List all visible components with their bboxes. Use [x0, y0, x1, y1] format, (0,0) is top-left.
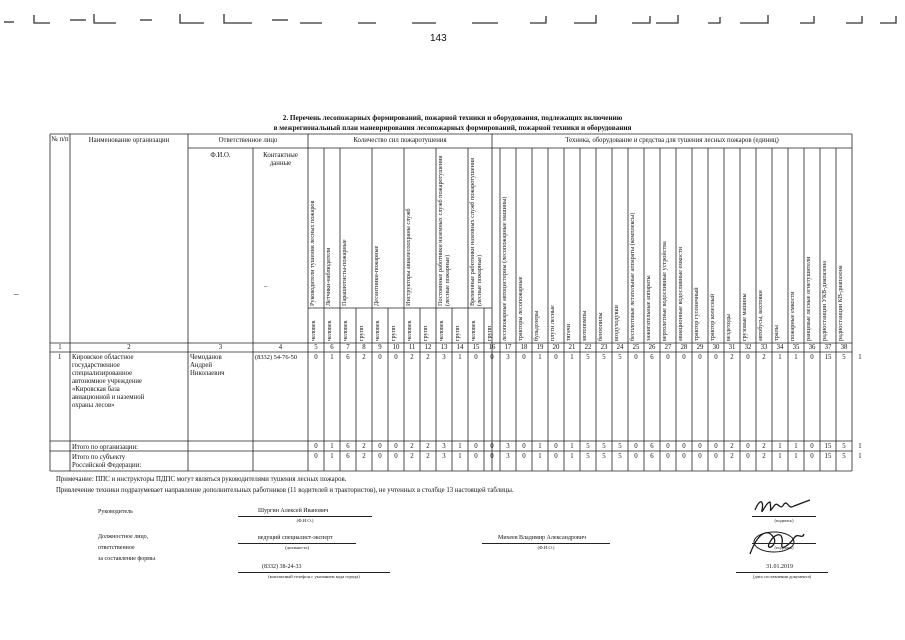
date-value: 31.01.2019	[766, 564, 793, 570]
value-row-3-col-9: 0	[378, 453, 382, 460]
row0-org-line-6: авиационной и наземной	[72, 394, 145, 401]
value-row-2-col-19: 1	[538, 443, 542, 450]
row0-org-line-3: специализированное	[72, 370, 133, 377]
column-number-17: 17	[504, 344, 512, 351]
unit-label-13: человек	[437, 320, 445, 341]
value-row-1-col-11: 2	[410, 354, 414, 361]
responsible-signature-caption: (подпись)	[774, 545, 794, 550]
value-row-2-col-9: 0	[378, 443, 382, 450]
equipment-heading-33: автобусы, вахтовки	[757, 290, 764, 341]
column-number-30: 30	[712, 344, 720, 351]
value-row-1-col-9: 0	[378, 354, 382, 361]
value-row-3-col-28: 0	[682, 453, 686, 460]
responsible-name-line	[482, 543, 610, 544]
value-row-1-col-27: 0	[666, 354, 670, 361]
row1-org-line-1: Итого по организации:	[72, 444, 139, 451]
column-number-27: 27	[664, 344, 672, 351]
equipment-heading-21: тягачи	[565, 324, 572, 341]
value-row-2-col-17: 3	[506, 443, 510, 450]
responsible-label-1: Должностное лицо,	[98, 534, 149, 540]
column-number-29: 29	[696, 344, 704, 351]
value-row-1-col-15: 0	[474, 354, 478, 361]
equipment-heading-22: мотопомпы	[581, 310, 588, 341]
responsible-fio-caption: (Ф.И.О.)	[537, 545, 555, 550]
unit-label-16: групп	[485, 325, 493, 341]
value-row-1-col-13: 3	[442, 354, 446, 361]
header-forces: Количество сил пожаротушения	[353, 137, 447, 144]
equipment-heading-35: пожарные емкости	[789, 291, 796, 341]
value-row-1-col-37: 15	[824, 354, 832, 361]
column-number-9: 9	[378, 344, 382, 351]
value-row-3-col-37: 15	[824, 453, 832, 460]
row2-org-line-1: Итого по субъекту	[72, 454, 126, 461]
value-row-3-col-5: 0	[314, 453, 318, 460]
header-responsible: Ответственное лицо	[218, 137, 278, 144]
value-row-3-col-25: 0	[634, 453, 638, 460]
value-row-1-col-8: 2	[362, 354, 366, 361]
force-heading-2: Летчики-наблюдатели	[325, 247, 332, 306]
unit-label-12: групп	[421, 325, 429, 341]
column-number-16: 16	[488, 344, 496, 351]
row-1-contacts: (8332) 54-76-50	[255, 354, 298, 361]
equipment-heading-28: авиационные водосливные емкости	[677, 247, 684, 341]
value-row-3-col-11: 2	[410, 453, 414, 460]
unit-label-6: человек	[325, 320, 333, 341]
equipment-heading-37: радиостанции УКВ-диапазона	[821, 260, 828, 341]
document-title-line-1: 2. Перечень лесопожарных формирований, пожарной техники и оборудования, подлежащих включению	[282, 114, 623, 122]
equipment-heading-36: ранцевые лесные огнетушители	[805, 256, 812, 341]
head-label: Руководитель	[98, 509, 133, 515]
value-row-3-col-17: 3	[506, 453, 510, 460]
force-heading-7: Временные работники наземных служб пожаротушения (лесные пожарные)	[469, 158, 483, 306]
value-row-3-col-33: 2	[762, 453, 766, 460]
responsible-name: Михеев Владимир Александрович	[498, 535, 586, 541]
column-number-36: 36	[808, 344, 816, 351]
value-row-2-col-23: 5	[602, 443, 606, 450]
row0-fio-line-3: Николаевич	[190, 370, 225, 377]
value-row-2-col-31: 2	[730, 443, 734, 450]
value-row-2-col-25: 0	[634, 443, 638, 450]
date-line	[736, 572, 828, 573]
equipment-heading-26: зажигательные аппараты	[645, 275, 652, 341]
value-row-2-col-10: 0	[394, 443, 398, 450]
value-row-3-col-39: 1	[858, 453, 862, 460]
row0-fio-line-1: Чемоданов	[190, 354, 222, 361]
row-1-organization	[72, 354, 144, 410]
value-row-3-col-13: 3	[442, 453, 446, 460]
row-region-total-label	[72, 454, 141, 470]
equipment-heading-27: вертолетные водосливные устройства	[661, 241, 668, 341]
value-row-1-col-36: 0	[810, 354, 814, 361]
signature-mark-2	[744, 524, 810, 560]
value-row-1-col-12: 2	[426, 354, 430, 361]
column-number-38: 38	[840, 344, 848, 351]
value-row-1-col-19: 1	[538, 354, 542, 361]
value-row-2-col-38: 5	[842, 443, 846, 450]
header-organization: Наименование организации	[88, 137, 170, 144]
value-row-1-col-14: 1	[458, 354, 462, 361]
column-number-23: 23	[600, 344, 608, 351]
header-contacts-mark: –	[264, 283, 268, 290]
unit-label-14: групп	[453, 325, 461, 341]
row0-org-line-4: автономное учреждение	[72, 378, 143, 385]
value-row-3-col-7: 6	[346, 453, 350, 460]
value-row-3-col-27: 0	[666, 453, 670, 460]
equipment-heading-29: трактор гусеничный	[693, 287, 700, 341]
value-row-2-col-36: 0	[810, 443, 814, 450]
value-row-2-col-16: 0	[490, 443, 494, 450]
value-row-2-col-34: 1	[778, 443, 782, 450]
column-number-31: 31	[728, 344, 736, 351]
column-number-28: 28	[680, 344, 688, 351]
column-number-37: 37	[824, 344, 832, 351]
value-row-1-col-10: 0	[394, 354, 398, 361]
phone-line	[238, 572, 390, 573]
value-row-3-col-6: 1	[330, 453, 334, 460]
column-number-24: 24	[616, 344, 624, 351]
column-number-14: 14	[456, 344, 464, 351]
value-row-1-col-24: 5	[618, 354, 622, 361]
value-row-1-col-39: 1	[858, 354, 862, 361]
value-row-1-col-23: 5	[602, 354, 606, 361]
force-heading-4: Десантники-пожарные	[373, 245, 380, 306]
value-row-2-col-20: 0	[554, 443, 558, 450]
unit-label-10: групп	[389, 325, 397, 341]
value-row-2-col-8: 2	[362, 443, 366, 450]
column-number-34: 34	[776, 344, 784, 351]
equipment-heading-38: радиостанции КВ-диапазона	[837, 265, 844, 341]
value-row-2-col-29: 0	[698, 443, 702, 450]
value-row-2-col-18: 0	[522, 443, 526, 450]
value-row-1-col-22: 5	[586, 354, 590, 361]
value-row-1-col-35: 1	[794, 354, 798, 361]
force-heading-3: Парашютисты-пожарные	[341, 239, 348, 306]
margin-mark: –	[14, 289, 19, 299]
unit-label-7: человек	[341, 320, 349, 341]
value-row-1-col-25: 0	[634, 354, 638, 361]
value-row-3-col-31: 2	[730, 453, 734, 460]
value-row-1-col-6: 1	[330, 354, 334, 361]
value-row-3-col-18: 0	[522, 453, 526, 460]
position-line	[238, 543, 356, 544]
column-number-20: 20	[552, 344, 560, 351]
column-number-12: 12	[424, 344, 432, 351]
equipment-heading-32: грузовые машины	[741, 293, 748, 341]
value-row-2-col-33: 2	[762, 443, 766, 450]
column-number-10: 10	[392, 344, 400, 351]
column-number-2: 2	[127, 344, 131, 351]
column-number-33: 33	[760, 344, 768, 351]
value-row-1-col-38: 5	[842, 354, 846, 361]
unit-label-8: групп	[357, 325, 365, 341]
phone-caption: (контактный телефон с указанием кода города)	[268, 574, 360, 579]
header-number-text: № п/п	[51, 136, 69, 143]
value-row-1-col-16: 0	[490, 354, 494, 361]
column-number-4: 4	[278, 344, 283, 351]
value-row-2-col-21: 1	[570, 443, 574, 450]
row0-org-line-5: «Кировская база	[72, 386, 120, 393]
equipment-heading-30: трактор колесный	[709, 293, 716, 341]
value-row-3-col-23: 5	[602, 453, 606, 460]
value-row-3-col-24: 5	[618, 453, 622, 460]
phone-value: (8332) 38-24-33	[262, 564, 302, 570]
value-row-2-col-28: 0	[682, 443, 686, 450]
equipment-heading-20: плуги лесные	[549, 305, 556, 341]
value-row-3-col-19: 1	[538, 453, 542, 460]
column-number-26: 26	[648, 344, 656, 351]
value-row-3-col-15: 0	[474, 453, 478, 460]
value-row-1-col-30: 0	[714, 354, 718, 361]
document-title-line-2: в межрегиональный план маневрирования лесопожарных формирований, пожарной техники и оборудования	[273, 124, 632, 132]
unit-label-5: человек	[309, 320, 317, 341]
row-org-total-label	[72, 444, 138, 452]
value-row-2-col-30: 0	[714, 443, 718, 450]
value-row-2-col-24: 5	[618, 443, 622, 450]
value-row-2-col-15: 0	[474, 443, 478, 450]
row-1-number: 1	[58, 354, 62, 361]
value-row-3-col-14: 1	[458, 453, 462, 460]
head-name-line	[238, 516, 372, 517]
equipment-heading-24: воздуходувки	[613, 305, 620, 341]
column-number-18: 18	[520, 344, 528, 351]
value-row-3-col-21: 1	[570, 453, 574, 460]
value-row-2-col-37: 15	[824, 443, 832, 450]
equipment-heading-31: вездеходы	[725, 314, 732, 341]
value-row-2-col-35: 1	[794, 443, 798, 450]
row0-org-line-2: государственное	[72, 362, 120, 369]
column-number-11: 11	[408, 344, 416, 351]
responsible-signature-line	[752, 543, 816, 544]
equipment-heading-34: тралы	[773, 325, 780, 341]
value-row-2-col-13: 3	[442, 443, 446, 450]
value-row-1-col-18: 0	[522, 354, 526, 361]
value-row-2-col-11: 2	[410, 443, 414, 450]
head-signature-line	[752, 516, 816, 517]
responsible-label-2: ответственное	[98, 545, 135, 551]
value-row-1-col-26: 6	[650, 354, 654, 361]
force-heading-5: Инструкторы авиалесоохраны служб	[405, 208, 412, 306]
value-row-3-col-26: 6	[650, 453, 654, 460]
value-row-1-col-5: 0	[314, 354, 318, 361]
note-2: Привлечение техники подразумевает направление дополнительных работников (11 водителей и трактористов), не учтенных в столбце 13 настоящей таблицы.	[56, 487, 514, 494]
value-row-2-col-22: 5	[586, 443, 590, 450]
row-1-fio	[190, 354, 225, 378]
value-row-3-col-29: 0	[698, 453, 702, 460]
header-number	[50, 136, 70, 144]
value-row-3-col-30: 0	[714, 453, 718, 460]
value-row-1-col-31: 2	[730, 354, 734, 361]
column-number-22: 22	[584, 344, 592, 351]
column-number-7: 7	[346, 344, 350, 351]
header-contacts	[253, 152, 308, 168]
equipment-heading-17: лесопожарные автоцистерны (лесопожарные машины)	[501, 196, 508, 341]
value-row-2-col-7: 6	[346, 443, 350, 450]
column-number-19: 19	[536, 344, 544, 351]
responsible-label-3: за составление формы	[98, 556, 155, 562]
equipment-heading-23: бензопилы	[597, 312, 604, 341]
force-heading-1: Руководители тушения лесных пожаров	[309, 200, 316, 306]
position-value: ведущий специалист-эксперт	[258, 535, 333, 541]
header-equipment: Техника, оборудование и средства для тушения лесных пожаров (единиц)	[565, 137, 779, 144]
equipment-heading-25: бесплотовые летательные аппараты (комплексы)	[629, 212, 636, 341]
value-row-3-col-38: 5	[842, 453, 846, 460]
value-row-1-col-17: 3	[506, 354, 510, 361]
head-name: Шургин Алексей Иванович	[258, 508, 329, 514]
value-row-3-col-20: 0	[554, 453, 558, 460]
column-number-32: 32	[744, 344, 752, 351]
value-row-3-col-32: 0	[746, 453, 750, 460]
value-row-2-col-32: 0	[746, 443, 750, 450]
value-row-1-col-28: 0	[682, 354, 686, 361]
column-number-15: 15	[472, 344, 480, 351]
value-row-3-col-34: 1	[778, 453, 782, 460]
column-number-13: 13	[440, 344, 448, 351]
column-number-3: 3	[218, 344, 223, 351]
column-number-1: 1	[58, 344, 62, 351]
equipment-heading-18: тракторы лесопожарные	[517, 276, 524, 341]
value-row-2-col-39: 1	[858, 443, 862, 450]
position-caption: (должность)	[284, 545, 310, 550]
force-heading-6: Постоянные работники наземных служб пожаротушения (лесные пожарные)	[437, 155, 451, 306]
value-row-2-col-27: 0	[666, 443, 670, 450]
row2-org-line-2: Российской Федерации:	[72, 462, 142, 469]
date-caption: (дата составления документа)	[752, 574, 812, 579]
value-row-3-col-16: 0	[490, 453, 494, 460]
value-row-1-col-32: 0	[746, 354, 750, 361]
column-number-35: 35	[792, 344, 800, 351]
header-fio: Ф.И.О.	[210, 152, 231, 159]
value-row-3-col-36: 0	[810, 453, 814, 460]
value-row-2-col-6: 1	[330, 443, 334, 450]
head-signature-caption: (подпись)	[774, 518, 794, 523]
page-number: 143	[430, 33, 447, 44]
value-row-2-col-5: 0	[314, 443, 318, 450]
row0-fio-line-2: Андрей	[190, 362, 213, 369]
value-row-1-col-20: 0	[554, 354, 558, 361]
unit-label-9: человек	[373, 320, 381, 341]
value-row-1-col-29: 0	[698, 354, 702, 361]
equipment-heading-19: бульдозеры	[533, 310, 540, 341]
head-fio-caption: (Ф.И.О.)	[296, 518, 314, 523]
column-number-21: 21	[568, 344, 576, 351]
value-row-2-col-14: 1	[458, 443, 462, 450]
header-contacts-text: Контактные данные	[263, 152, 298, 167]
value-row-3-col-10: 0	[394, 453, 398, 460]
value-row-3-col-12: 2	[426, 453, 430, 460]
value-row-1-col-21: 1	[570, 354, 574, 361]
value-row-1-col-7: 6	[346, 354, 350, 361]
column-number-25: 25	[632, 344, 640, 351]
unit-label-11: человек	[405, 320, 413, 341]
value-row-2-col-26: 6	[650, 443, 654, 450]
column-number-5: 5	[314, 344, 318, 351]
column-number-8: 8	[362, 344, 366, 351]
value-row-1-col-34: 1	[778, 354, 782, 361]
note-1: Примечание: ППС и инструкторы ПДПС могут являться руководителями тушения лесных пожаров.	[56, 476, 347, 483]
value-row-3-col-8: 2	[362, 453, 366, 460]
value-row-2-col-12: 2	[426, 443, 430, 450]
value-row-3-col-22: 5	[586, 453, 590, 460]
row0-org-line-1: Кировское областное	[72, 354, 134, 361]
value-row-1-col-33: 2	[762, 354, 766, 361]
column-number-6: 6	[330, 344, 334, 351]
unit-label-15: человек	[469, 320, 477, 341]
row0-org-line-7: охраны лесов»	[72, 402, 115, 409]
value-row-3-col-35: 1	[794, 453, 798, 460]
